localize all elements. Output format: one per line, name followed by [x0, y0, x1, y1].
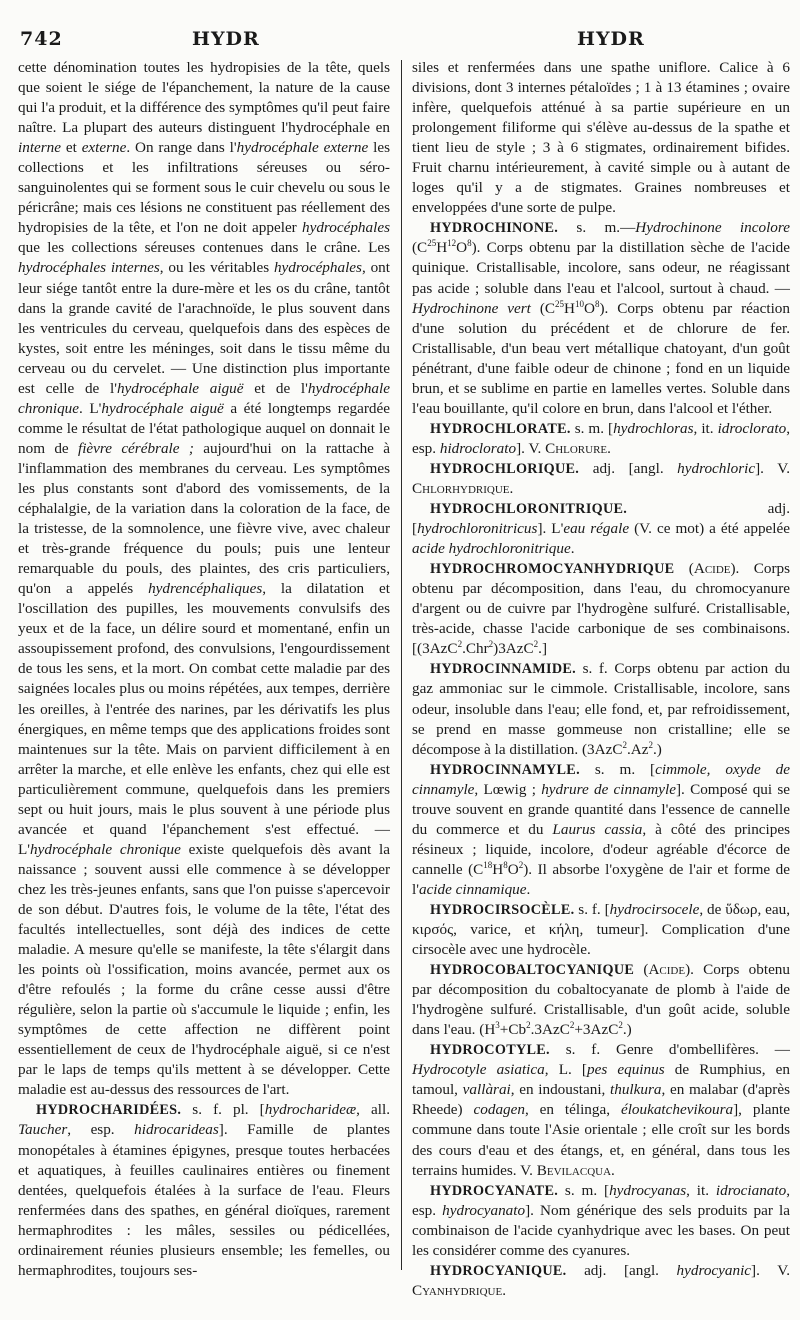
entry-hydrocyanique: HYDROCYANIQUE. adj. [angl. hydrocyanic]. V. Cyanhydrique.	[412, 1261, 790, 1299]
entry-hydrocotyle: HYDROCOTYLE. s. f. Genre d'ombellifères. — Hydrocotyle asiatica, L. [pes equinus de Rumphius, en tamoul, vallàrai, en indoustani, thulkura, en malabar (d'après Rheede) codagen, en télinga, éloukatchevikoura], plante commune dans toute l'Asie orientale ; elle croît sur les bords des cours d'eau et des étangs, et, en général, dans tous les terrains humides. V. Bevilacqua.	[412, 1041, 790, 1179]
headword: HYDROCHLORONITRIQUE.	[430, 501, 628, 518]
entry-hydrochloronitrique: HYDROCHLORONITRIQUE. adj. [hydrochloronitricus]. L'eau régale (V. ce mot) a été appelée acide hydrochloronitrique.	[412, 500, 791, 558]
entry-hydrocyanate: HYDROCYANATE. s. m. [hydrocyanas, it. idrocianato, esp. hydrocyanato]. Nom générique des sels produits par la combinaison de l'acide cyanhydrique avec les bases. On peut les considérer comme des cyanures.	[412, 1181, 791, 1259]
entry-hydrocharidees-continued: siles et renfermées dans une spathe uniflore. Calice à 6 divisions, dont 3 internes pétaloïdes ; 1 à 13 étamines ; ovaire infère, quelquefois atténué à sa partie supérieure en un prolongement filiforme qui s'élève au-dessus de la spathe et tient lieu de style ; 3 à 6 stigmates, ordinairement bifides. Fruit charnu intérieurement, à cavité simple ou à autant de loges qu'il y a de stigmates. Graines nombreuses et enveloppées d'une sorte de pulpe.	[412, 59, 790, 217]
headword: HYDROCYANIQUE.	[430, 1262, 567, 1279]
headword: HYDROCHINONE.	[430, 220, 559, 237]
left-column	[18, 58, 390, 1281]
running-head-left: HYDR	[192, 28, 260, 50]
entry-hydrocephale-continued: cette dénomination toutes les hydropisies de la tête, quels que soient le siége de l'épanchement, la nature de la cause qui l'a produit, et la différence des symptômes qu'il peut faire naître. La plupart des auteurs distinguent l'hydrocéphale en interne et externe. On range dans l'hydrocéphale externe les collections et les infiltrations séreuses ou séro-sanguinolentes qui se forment sous le cuir chevelu ou sous le péricrâne; mais ces lésions ne constituent pas réellement des hydropisies de la tête, et l'on ne doit appeler hydrocéphales que les collections séreuses contenues dans le crâne. Les hydrocéphales internes, ou les véritables hydrocéphales, ont leur siége tantôt entre la dure-mère et les os du crâne, tantôt dans la grande cavité de l'arachnoïde, le plus souvent dans les ventricules du cerveau, quelquefois dans des espèces de kystes, soit entre les méninges, soit dans le tissu même du cerveau ou du cervelet. — Une distinction plus importante est celle de l'hydrocéphale aiguë et de l'hydrocéphale chronique. L'hydrocéphale aiguë a été longtemps regardée comme le résultat de l'état pathologique auquel on donnait le nom de fièvre cérébrale ; aujourd'hui on la rattache à l'inflammation des membranes du cerveau. Les symptômes les plus constants sont d'abord des vomissements, de la céphalalgie, de la variation dans la coloration de la face, de la tristesse, de la somnolence, une fièvre vive, avec chaleur et très-grande fréquence du pouls; puis une lenteur remarquable du pouls, des plaintes, des cris particuliers, qu'on a appelés hydrencéphaliques, la dilatation et l'oscillation des pupilles, les mouvements convulsifs des yeux et de la face, un délire sourd et momentané, enfin un assoupissement profond, des convulsions, l'engourdissement de tous les sens, et la mort. On combat cette maladie par des saignées locales plus ou moins répétées, aux tempes, derrière les oreilles, à l'entrée des narines, par les dérivatifs les plus énergiques, en même temps que des applications froides sont maintenues sur la tête. Mais on parvient difficilement à en arrêter la marche, et elle enlève les enfants, chez qui elle est particulièrement commune, quelquefois dans les premiers sept ou huit jours, mais le plus souvent à une période plus avancée et quand l'épanchement s'est effectué. — L'hydrocéphale chronique existe quelquefois dès avant la naissance ; souvent aussi elle commence à se développer chez les très-jeunes enfants, sans que l'on puisse s'apercevoir de son début. D'autres fois, le volume de la tête, l'état des facultés intellectuelles, sont déjà des indices de cette maladie. A mesure qu'elle se manifeste, la tête s'élargit dans les points où l'ossification, moins avancée, permet aux os d'être refoulés ; la forme du crâne cesse aussi d'être régulière, selon la partie où s'accumule le liquide ; enfin, les symptômes de cette affection ne diffèrent point essentiellement de ceux de l'hydrocéphale aiguë, si ce n'est par le laps de temps qu'ils mettent à se développer. Cette maladie est au-dessus des ressources de l'art.	[18, 59, 390, 1099]
running-head-right: HYDR	[577, 28, 645, 50]
cross-reference: Cyanhydrique	[412, 1281, 503, 1299]
entry-hydrocinnamyle: HYDROCINNAMYLE. s. m. [cimmole, oxyde de cinnamyle, Lœwig ; hydrure de cinnamyle]. Composé qui se trouve souvent en grande quantité dans l'essence de cannelle du commerce et du Laurus cassia, à côté des principes résineux ; liquide, incolore, d'odeur agréable d'écorce de cannelle $(C^{18}H^8O^2)$. Il absorbe l'oxygène de l'air et forme de l'acide cinnamique.	[412, 760, 790, 898]
right-column	[412, 58, 790, 1301]
headword: HYDROCHLORIQUE.	[430, 460, 580, 477]
headword: HYDROCIRSOCÈLE.	[430, 901, 575, 918]
entry-hydrochromocyanhydrique: HYDROCHROMOCYANHYDRIQUE (Acide). Corps obtenu par décomposition, dans l'eau, du chromocyanure d'argent ou de cuivre par l'hydrogène sulfuré. Cristallisable, très-acide, chasse l'acide carbonique de ses combinaisons. [(3AzC$^2$.Chr$^2$)3AzC$^2$.]	[412, 560, 791, 658]
headword: HYDROCINNAMYLE.	[430, 761, 580, 778]
page-number: 742	[20, 28, 63, 50]
cross-reference: Bevilacqua	[536, 1161, 612, 1179]
column-divider	[401, 60, 402, 1270]
cross-reference: Chlorure	[545, 439, 608, 457]
cross-reference: Chlorhydrique	[412, 479, 510, 497]
entry-hydrochlorique: HYDROCHLORIQUE. adj. [angl. hydrochloric]. V. Chlorhydrique.	[412, 459, 790, 497]
headword: HYDROCHROMOCYANHYDRIQUE	[430, 561, 675, 578]
headword: HYDROCOTYLE.	[430, 1042, 550, 1059]
entry-hydrocinnamide: HYDROCINNAMIDE. s. f. Corps obtenu par action du gaz ammoniac sur le cimmole. Cristallisable, incolore, sans odeur, insoluble dans l'eau; elle fond, et, par refroidissement, se prend en masse gommeuse non cristalline; elle se décompose à la distillation. (3AzC$^2$.Az$^2$.)	[412, 660, 790, 758]
headword: HYDROCINNAMIDE.	[430, 661, 576, 678]
entry-hydrocharidees: HYDROCHARIDÉES. s. f. pl. [hydrocharideæ, all. Taucher, esp. hidrocarideas]. Famille de plantes monopétales à étamines épigynes, presque toutes herbacées et aquatiques, à feuilles caulinaires entières ou finement dentées, quelquefois étalées à la surface de l'eau. Fleurs renfermées dans des spathes, en général dioïques, rarement hermaphrodites : les mâles, sessiles ou pédicellées, ordinairement réunies plusieurs ensemble; les femelles, ou hermaphrodites, toujours ses-	[18, 1101, 391, 1279]
entry-hydrochinone: HYDROCHINONE. s. m.—Hydrochinone incolore $(C^{25}H^{12}O^8)$. Corps obtenu par la distillation sèche de l'acide quinique. Cristallisable, incolore, sans odeur, ne réagissant pas acide ; soluble dans l'eau et l'alcool, surtout à chaud. — Hydrochinone vert $(C^{25}H^{10}O^8)$. Corps obtenu par réaction d'une solution du précédent et de chlorure de fer. Cristallisable, d'un beau vert métallique chatoyant, d'un goût pénétrant, d'une faible odeur de chinone ; fond en un liquide brun, et se sublime en partie en lamelles vertes. Soluble dans l'eau bouillante, qu'il colore en brun, dans l'alcool et l'éther.	[412, 219, 790, 417]
headword: HYDROCHLORATE.	[430, 420, 571, 437]
headword: HYDROCHARIDÉES.	[36, 1102, 182, 1119]
headword: HYDROCYANATE.	[430, 1182, 559, 1199]
entry-hydrocirsocele: HYDROCIRSOCÈLE. s. f. [hydrocirsocele, de ὕδωρ, eau, κιρσός, varice, et κήλη, tumeur]. Complication d'une cirsocèle avec une hydrocèle.	[412, 900, 790, 959]
page-header	[12, 28, 788, 54]
entry-hydrochlorate: HYDROCHLORATE. s. m. [hydrochloras, it. idroclorato, esp. hidroclorato]. V. Chlorure.	[412, 419, 790, 457]
entry-hydrocobaltocyanique: HYDROCOBALTOCYANIQUE (Acide). Corps obtenu par décomposition du cobaltocyanate de plomb à l'aide de l'hydrogène sulfuré. Cristallisable, d'un goût acide, soluble dans l'eau. $(H^3+Cb^2.3AzC^2+3AzC^2.)$	[412, 961, 790, 1039]
headword: HYDROCOBALTOCYANIQUE	[430, 962, 635, 979]
